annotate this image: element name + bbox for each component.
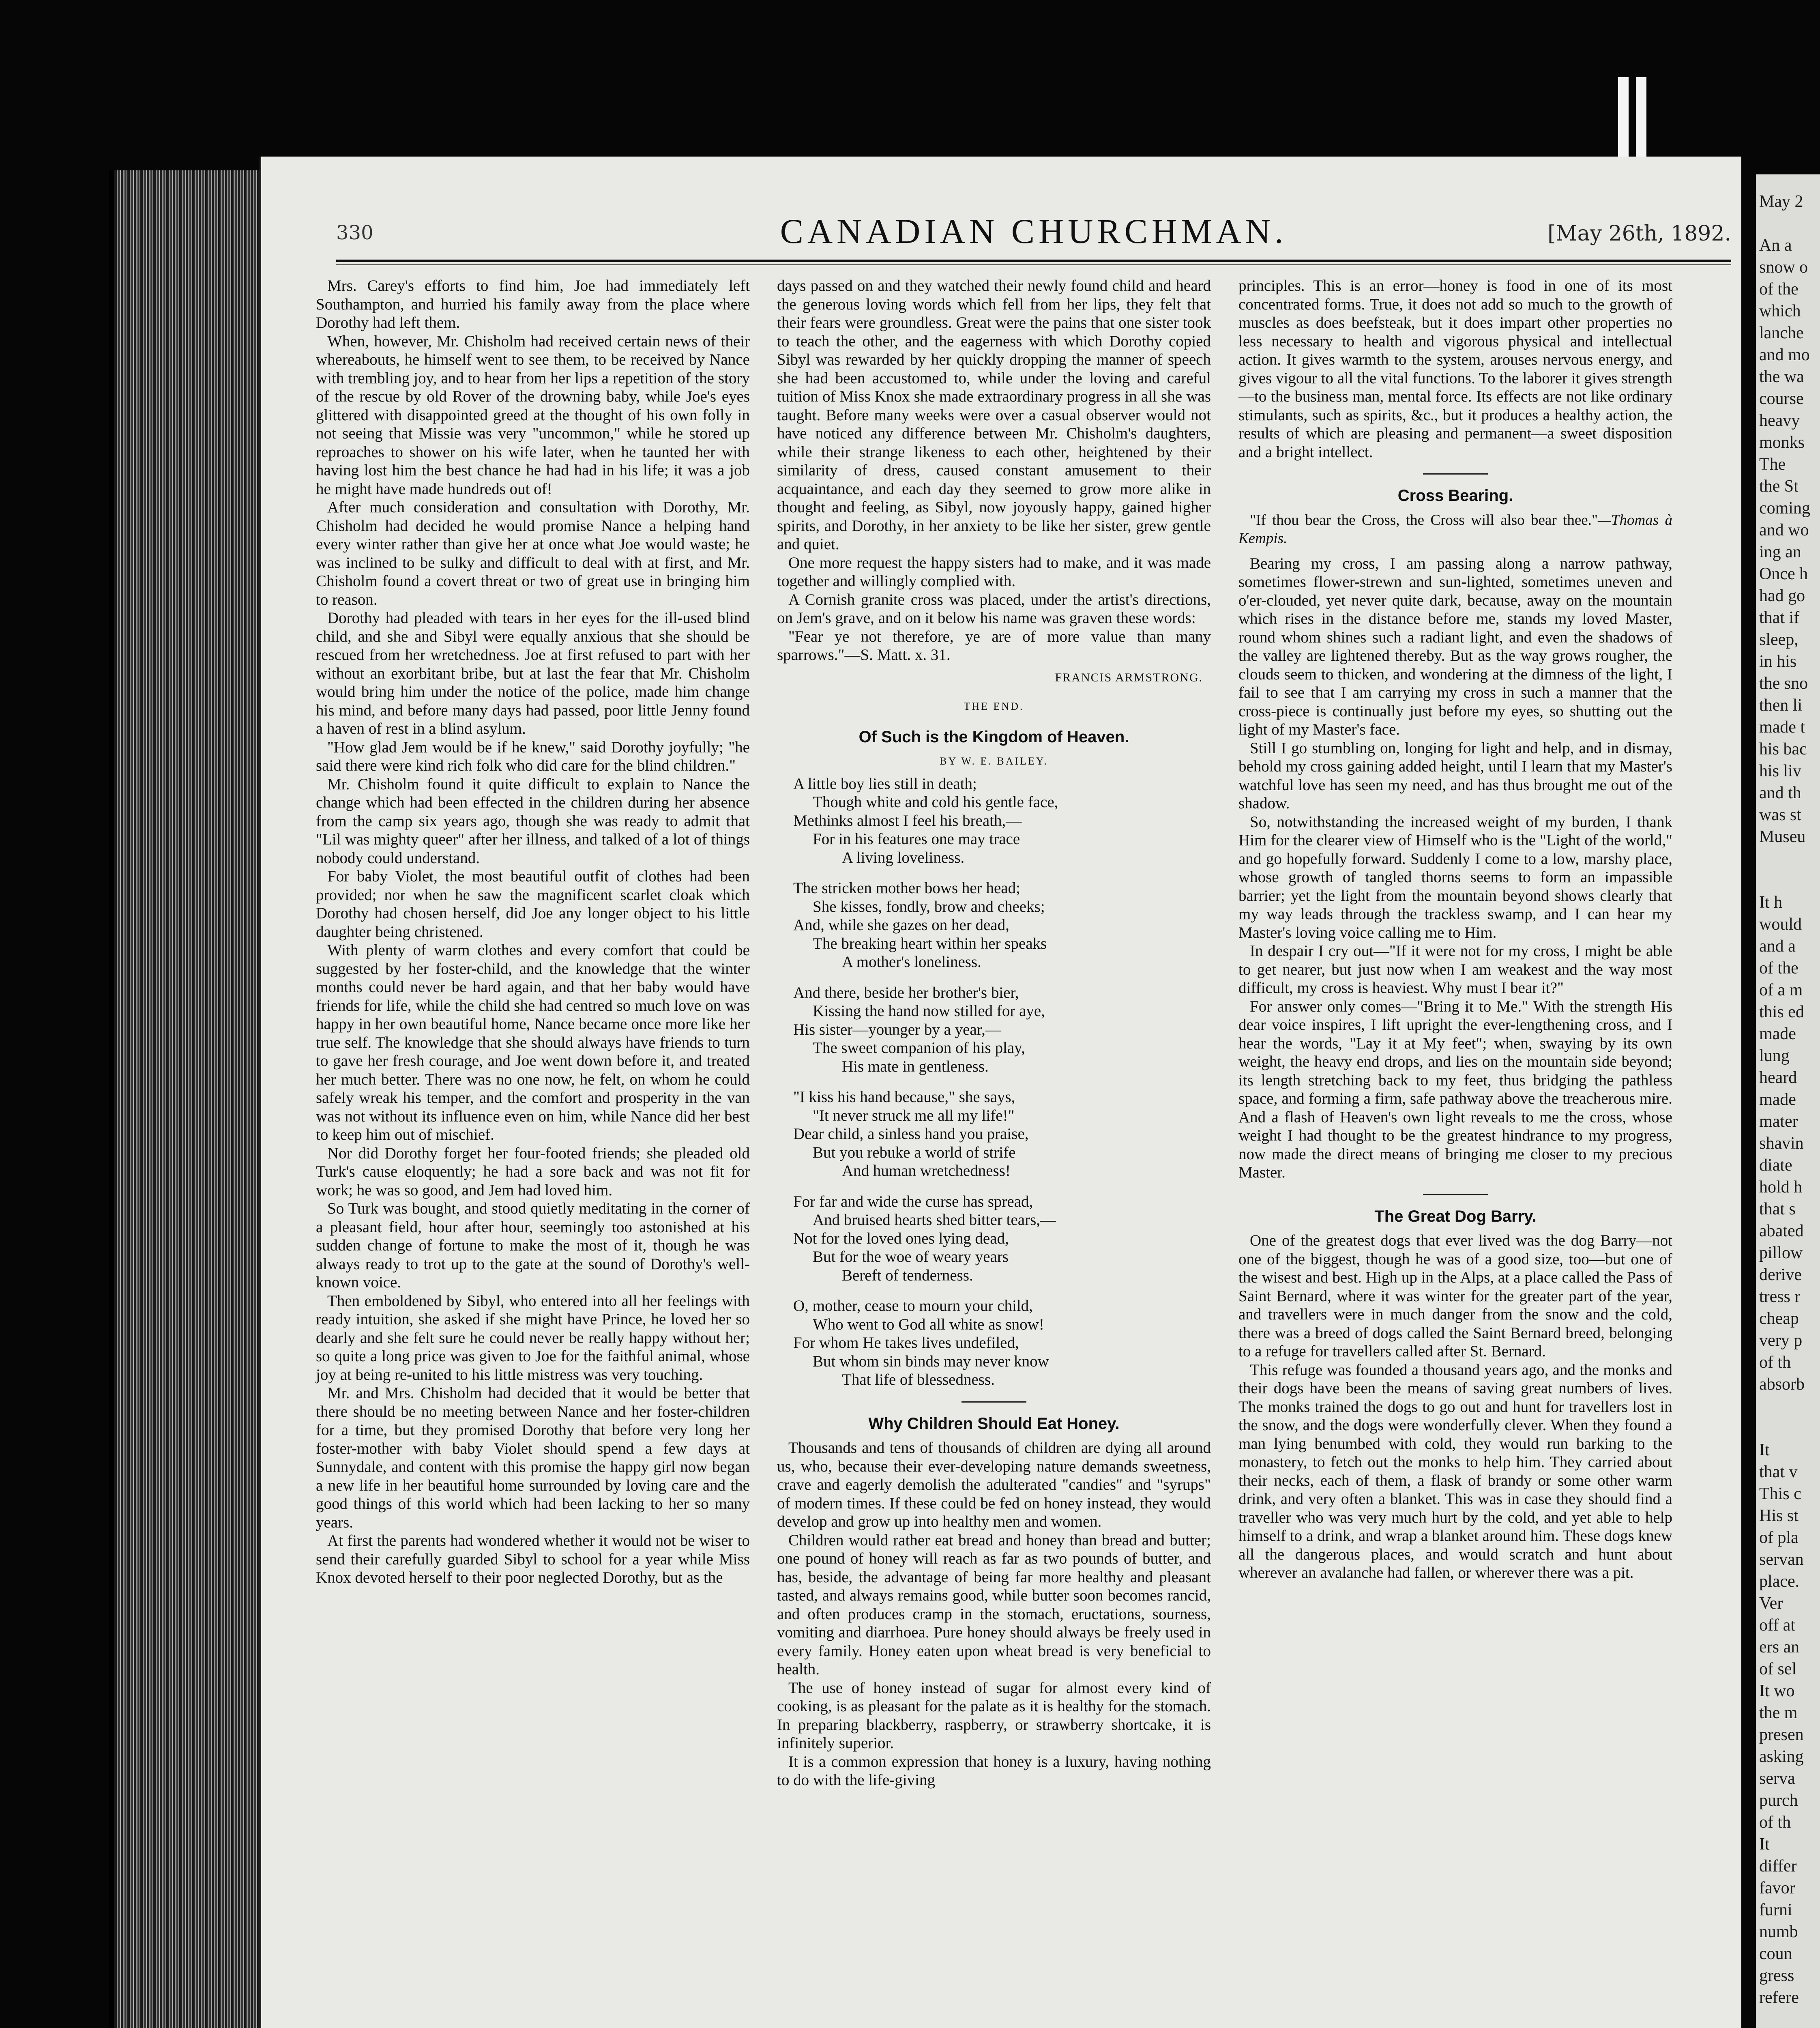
poem-line: But you rebuke a world of strife	[813, 1143, 1016, 1161]
adjacent-page-text: favor	[1759, 1879, 1795, 1897]
epigraph-attribution: —Thomas à Kempis.	[1238, 511, 1672, 547]
adjacent-page-text: differ	[1759, 1857, 1797, 1875]
poem-line: For whom He takes lives undefiled,	[793, 1334, 1019, 1351]
adjacent-page-text: pillow	[1759, 1244, 1803, 1262]
adjacent-page-text: It	[1759, 1441, 1770, 1459]
adjacent-page-text: It	[1759, 1835, 1770, 1854]
story-paragraph: One more request the happy sisters had to make, and it was made together and willingly complied with.	[777, 554, 1211, 590]
poem-line: She kisses, fondly, brow and cheeks;	[813, 898, 1045, 915]
article-paragraph: This refuge was founded a thousand years ago, and the monks and their dogs have been the means of saving great numbers of lives. The monks trained the dogs to go out and hunt for travellers lost in the snow, and the dogs were wonderfully clever. When they found a man lying benumbed with cold, they would run barking to the monastery, to fetch out the monks to help him. They carried about their necks, each of them, a flask of brandy or some other warm drink, and very often a blanket. This was in case they should find a traveller who was very much hurt by the cold, and yet able to help himself to a drink, and wrap a blanket around him. These dogs knew all the dangerous places, and would scratch and hunt about wherever an avalanche had fallen, or wherever there was a pit.	[1238, 1361, 1672, 1581]
adjacent-page-text: presen	[1759, 1725, 1804, 1744]
adjacent-page-text: lung	[1759, 1046, 1790, 1065]
article-paragraph: The use of honey instead of sugar for almost every kind of cooking, is as pleasant for the palate as it is healthy for the stomach. In preparing blackberry, raspberry, or strawberry shortcake, it is infinitely superior.	[777, 1679, 1211, 1752]
adjacent-page-text: coun	[1759, 1944, 1792, 1963]
story-paragraph: days passed on and they watched their newly found child and heard the generous loving words which fell from her lips, they felt that their fears were groundless. Great were the pains that one sister took to teach the other, and the eagerness with which Dorothy copied Sibyl was rewarded by her quickly dropping the manner of speech she had been accustomed to, while under the loving and careful tuition of Miss Knox she made extraordinary progress in all she was taught. Before many weeks were over a casual observer would not have noticed any difference between Mr. Chisholm's daughters, while their strange likeness to each other, heightened by their similarity of dress, caused constant amusement to their acquaintance, and each day they seemed to grow more alike in thought and feeling, as Sibyl, now joyously happy, gained higher spirits, and Dorothy, in her anxiety to be like her sister, grew gentle and quiet.	[777, 277, 1211, 553]
story-paragraph: Mrs. Carey's efforts to find him, Joe had immediately left Southampton, and hurried his family away from the place where Dorothy had left them.	[316, 277, 750, 331]
adjacent-page-text: hold h	[1759, 1178, 1803, 1197]
cross-bearing-epigraph	[1238, 511, 1672, 548]
adjacent-page-text: coming	[1759, 499, 1810, 518]
adjacent-page-text: the St	[1759, 477, 1799, 496]
adjacent-page-fragment	[1756, 174, 1820, 2028]
article-paragraph: In despair I cry out—"If it were not for my cross, I might be able to get nearer, but just now when I am weakest and the way most difficult, my cross is heaviest. Why must I bear it?"	[1238, 942, 1672, 997]
poem-line: The breaking heart within her speaks	[813, 935, 1047, 952]
article-paragraph: For answer only comes—"Bring it to Me." With the strength His dear voice inspires, I lift upright the ever-lengthening cross, and I hear the words, "Lay it at My feet"; when, swaying by its own weight, the heavy end drops, and lies on the mountain side beyond; its length stretching back to my feet, thus bridging the pathless space, and forming a firm, safe pathway above the treacherous mire. And a flash of Heaven's own light reveals to me the cross, whose weight I had thought to be the greatest hindrance to my progress, now made the direct means of bringing me closer to my precious Master.	[1238, 997, 1672, 1181]
adjacent-page-text: course	[1759, 389, 1804, 408]
adjacent-page-text: His st	[1759, 1506, 1799, 1525]
adjacent-page-text: and wo	[1759, 521, 1809, 539]
poem-line: Who went to God all white as snow!	[813, 1315, 1044, 1333]
poem-line: Bereft of tenderness.	[842, 1266, 973, 1284]
epigraph-text: "If thou bear the Cross, the Cross will also bear thee."	[1250, 511, 1598, 528]
the-end-label: THE END.	[964, 700, 1024, 712]
header-rule-thin	[336, 264, 1731, 265]
story-paragraph: Nor did Dorothy forget her four-footed friends; she pleaded old Turk's cause eloquently; he had a sore back and was not fit for work; he was so good, and Jem had loved him.	[316, 1144, 750, 1199]
page-header	[336, 213, 1731, 258]
adjacent-page-text: that s	[1759, 1200, 1796, 1218]
adjacent-page-text: cheap	[1759, 1309, 1799, 1328]
honey-article-body	[777, 1439, 1211, 1790]
adjacent-page-text: lanche	[1759, 324, 1804, 342]
adjacent-page-text: of a m	[1759, 981, 1803, 999]
dog-barry-body	[1238, 1231, 1672, 1582]
story-paragraph: Then emboldened by Sibyl, who entered into all her feelings with ready intuition, she asked if she might have Prince, he loved her so dearly and she felt sure he could never be really happy without her; so quite a long price was given to Joe for the faithful animal, whose joy at being re-united to his little mistress was very touching.	[316, 1292, 750, 1384]
story-paragraph: So Turk was bought, and stood quietly meditating in the corner of a pleasant field, hour after hour, seemingly too astonished at his sudden change of fortune to make the most of it, though he was always ready to trot up to the gate at the sound of Dorothy's well-known voice.	[316, 1200, 750, 1291]
adjacent-page-text: had go	[1759, 586, 1805, 605]
adjacent-page-text: was st	[1759, 806, 1801, 824]
column-2	[777, 277, 1211, 1790]
adjacent-page-text: of the	[1759, 280, 1799, 299]
adjacent-page-text: and th	[1759, 784, 1801, 802]
article-paragraph: principles. This is an error—honey is food in one of its most concentrated forms. True, it does not add so much to the growth of muscles as does beefsteak, but it does impart other properties no less necessary to health and vigorous physical and intellectual action. It gives warmth to the system, arouses nervous energy, and gives vigour to all the vital functions. To the laborer it gives strength—to the business man, mental force. Its effects are not like ordinary stimulants, such as spirits, &c., but it produces a healthy action, the results of which are pleasing and permanent—a sweet disposition and a bright intellect.	[1238, 277, 1672, 461]
adjacent-page-text: very p	[1759, 1331, 1803, 1350]
story-paragraph: After much consideration and consultation with Dorothy, Mr. Chisholm had decided he would promise Nance a helping hand every winter rather than give her at once what Joe would waste; he was inclined to be sulky and difficult to deal with at first, and Mr. Chisholm found a covert threat or two of great use in bringing him to reason.	[316, 498, 750, 608]
section-divider	[962, 1401, 1026, 1403]
adjacent-page-text: The	[1759, 455, 1786, 474]
adjacent-page-text: made t	[1759, 718, 1805, 737]
adjacent-page-text: place.	[1759, 1572, 1800, 1591]
poem-line: Not for the loved ones lying dead,	[793, 1229, 1009, 1247]
adjacent-page-text: May 2	[1759, 192, 1803, 211]
story-paragraph: With plenty of warm clothes and every comfort that could be suggested by her foster-child, and the knowledge that the winter months could never be hard again, and that her baby would have friends for life, while the child she had centred so much love on was happy in her own beautiful home, Nance became once more like her true self. The knowledge that she should always have friends to turn to gave her fresh courage, and Joe went down before it, and treated her much better. There was no one now, he felt, on whom he could safely wreak his temper, and the comfort and prosperity in the van was not without its influence even on him, while Nance did her best to keep him out of mischief.	[316, 941, 750, 1143]
poem-line: That life of blessedness.	[842, 1371, 995, 1388]
story-paragraph: "How glad Jem would be if he knew," said Dorothy joyfully; "he said there were kind rich folk who did care for the blind children."	[316, 738, 750, 774]
adjacent-page-text: serva	[1759, 1769, 1795, 1788]
adjacent-page-text: sleep,	[1759, 630, 1799, 649]
book-spine-edge	[109, 170, 268, 2028]
adjacent-page-text: the wa	[1759, 367, 1804, 386]
poem-line: But whom sin binds may never know	[813, 1352, 1049, 1370]
adjacent-page-text: this ed	[1759, 1003, 1804, 1021]
adjacent-page-text: then li	[1759, 696, 1803, 715]
adjacent-page-text: Once h	[1759, 565, 1808, 583]
story-conclusion	[777, 277, 1211, 664]
adjacent-page-text: of th	[1759, 1813, 1791, 1832]
adjacent-page-text: that if	[1759, 608, 1800, 627]
adjacent-page-text: This c	[1759, 1484, 1801, 1503]
poem-line: His sister—younger by a year,—	[793, 1020, 1001, 1038]
adjacent-page-text: asking	[1759, 1747, 1804, 1766]
adjacent-page-text: tress r	[1759, 1287, 1801, 1306]
adjacent-page-text: Museu	[1759, 827, 1806, 846]
poem-title: Of Such is the Kingdom of Heaven.	[858, 728, 1129, 746]
adjacent-page-text: numb	[1759, 1923, 1798, 1941]
adjacent-page-text: abated	[1759, 1222, 1804, 1240]
article-paragraph: It is a common expression that honey is a luxury, having nothing to do with the life-giving	[777, 1753, 1211, 1789]
article-paragraph: Children would rather eat bread and honey than bread and butter; one pound of honey will reach as far as two pounds of butter, and has, beside, the advantage of being far more healthy and pleasant tasted, and always remains good, while butter soon becomes rancid, and often produces cramp in the stomach, eructations, sourness, vomiting and diarrhoea. Pure honey should always be freely used in every family. Honey eaten upon wheat bread is very beneficial to health.	[777, 1531, 1211, 1678]
article-paragraph: Bearing my cross, I am passing along a narrow pathway, sometimes flower-strewn and sun-lighted, sometimes uneven and o'er-clouded, yet never quite dark, because, away on the mountain which rises in the distance before me, stands my loved Master, round whom shines such a radiant light, and even the shadows of the valley are lightened thereby. But as the way grows rougher, the clouds seem to thicken, and wondering at the dimness of the light, I fail to see that I am carrying my cross in such a manner that the cross-piece is continually just before my eyes, so shutting out the light of my Master's face.	[1238, 554, 1672, 738]
poem-line: And, while she gazes on her dead,	[793, 916, 1009, 934]
poem-line: And human wretchedness!	[842, 1162, 1011, 1179]
poem-body	[793, 775, 1211, 1389]
binding-clip-top	[1618, 77, 1629, 162]
article-paragraph: Still I go stumbling on, longing for light and help, and in dismay, behold my cross gaining added height, until I learn that my Master's watchful love has seen my need, and has thus brought me out of the shadow.	[1238, 739, 1672, 812]
story-paragraph: Mr. and Mrs. Chisholm had decided that it would be better that there should be no meeting between Nance and her foster-children for a time, but they promised Dorothy that before very long her foster-mother with baby Violet should spend a few days at Sunnydale, and content with this promise the happy girl now began a new life in her beautiful home surrounded by loving care and the good things of this world which had been lacking to her so many years.	[316, 1384, 750, 1531]
dog-barry-title: The Great Dog Barry.	[1374, 1207, 1537, 1225]
poem-line: "I kiss his hand because," she says,	[793, 1088, 1015, 1106]
poem-line: But for the woe of weary years	[813, 1248, 1009, 1265]
article-paragraph: So, notwithstanding the increased weight of my burden, I thank Him for the clearer view of Himself who is the "Light of the world," and go hopefully forward. Suddenly I come to a low, marshy place, whose growth of tangled thorns seems to form an impassible barrier; yet the light from the mountain beyond shows clearly that my way leads through the trackless swamp, and I can hear my Master's loving voice calling me to Him.	[1238, 813, 1672, 941]
poem-line: For far and wide the curse has spread,	[793, 1192, 1033, 1210]
adjacent-page-text: and a	[1759, 937, 1796, 956]
poem-stanza	[793, 879, 1211, 971]
cross-bearing-title: Cross Bearing.	[1397, 487, 1513, 505]
poem-stanza	[793, 1297, 1211, 1389]
story-paragraph: Dorothy had pleaded with tears in her eyes for the ill-used blind child, and she and Sibyl were equally anxious that she should be rescued from her wretchedness. Joe at first refused to part with her without an exorbitant bribe, but at last the fear that Mr. Chisholm would bring him under the notice of the police, made him change his mind, and before many days had passed, poor little Jenny found a haven of rest in a blind asylum.	[316, 609, 750, 737]
adjacent-page-text: refere	[1759, 1988, 1799, 2007]
adjacent-page-text: ing an	[1759, 543, 1801, 561]
column-1	[316, 277, 750, 1587]
poem-line: The stricken mother bows her head;	[793, 879, 1020, 897]
adjacent-page-text: made	[1759, 1025, 1796, 1043]
adjacent-page-text: diate	[1759, 1156, 1792, 1175]
adjacent-page-text: shavin	[1759, 1134, 1804, 1153]
adjacent-page-text: of pla	[1759, 1528, 1799, 1547]
section-divider	[1423, 473, 1488, 475]
adjacent-page-text: servan	[1759, 1550, 1804, 1569]
poem-line: Dear child, a sinless hand you praise,	[793, 1125, 1029, 1143]
adjacent-page-text: the m	[1759, 1704, 1798, 1722]
adjacent-page-text: It wo	[1759, 1682, 1795, 1700]
section-divider	[1423, 1194, 1488, 1195]
adjacent-page-text: Ver	[1759, 1594, 1783, 1613]
poem-author: BY W. E. BAILEY.	[940, 755, 1048, 767]
adjacent-page-text: An a	[1759, 236, 1792, 255]
story-paragraph: For baby Violet, the most beautiful outfit of clothes had been provided; nor when he saw the magnificent scarlet cloak which Dorothy had chosen herself, did Joe any longer object to his little daughter being christened.	[316, 868, 750, 941]
adjacent-page-text: heavy	[1759, 411, 1800, 430]
issue-date: [May 26th, 1892.	[1547, 221, 1731, 246]
honey-article-continued	[1238, 277, 1672, 461]
adjacent-page-text: made	[1759, 1090, 1796, 1109]
adjacent-page-text: his liv	[1759, 762, 1801, 780]
adjacent-page-text: heard	[1759, 1068, 1797, 1087]
adjacent-page-text: off at	[1759, 1616, 1796, 1635]
adjacent-page-text: furni	[1759, 1901, 1792, 1919]
poem-line: And bruised hearts shed bitter tears,—	[813, 1211, 1056, 1229]
story-paragraph: When, however, Mr. Chisholm had received certain news of their whereabouts, he himself went to see them, to be received by Nance with trembling joy, and to hear from her lips a repetition of the story of the rescue by old Rover of the drowning baby, while Joe's eyes glittered with disappointed greed at the thought of his own folly in not seeing that Missie was very "uncommon," while he stored up reproaches to shower on his wife later, when he taunted her with having lost him the best chance he had had in his life; it was a job he might have made hundreds out of!	[316, 332, 750, 498]
newspaper-page	[260, 157, 1741, 2028]
adjacent-page-text: absorb	[1759, 1375, 1805, 1394]
poem-stanza	[793, 984, 1211, 1076]
header-rule-thick	[336, 260, 1731, 262]
adjacent-page-text: would	[1759, 915, 1802, 934]
poem-line: And there, beside her brother's bier,	[793, 984, 1019, 1001]
adjacent-page-text: and mo	[1759, 346, 1810, 364]
adjacent-page-text: gress	[1759, 1966, 1794, 1985]
story-paragraph: At first the parents had wondered whether it would not be wiser to send their carefully guarded Sibyl to school for a year while Miss Knox devoted herself to their poor neglected Dorothy, but as the	[316, 1532, 750, 1586]
adjacent-page-text: ers an	[1759, 1638, 1800, 1656]
adjacent-page-text: of the	[1759, 959, 1799, 977]
column-3	[1238, 277, 1672, 1582]
story-paragraph: "Fear ye not therefore, ye are of more value than many sparrows."—S. Matt. x. 31.	[777, 627, 1211, 664]
poem-line: Though white and cold his gentle face,	[813, 793, 1058, 811]
binding-clip-top-2	[1636, 77, 1646, 162]
poem-line: His mate in gentleness.	[842, 1057, 989, 1075]
adjacent-page-text: in his	[1759, 652, 1797, 671]
article-paragraph: One of the greatest dogs that ever lived was the dog Barry—not one of the biggest, though he was of a good size, too—but one of the wisest and best. High up in the Alps, at a place called the Pass of Saint Bernard, where it was winter for the greater part of the year, and travellers were in much danger from the snow and the cold, there was a breed of dogs called the Saint Bernard breed, belonging to a refuge for travellers called after St. Bernard.	[1238, 1232, 1672, 1360]
adjacent-page-text: his bac	[1759, 740, 1807, 758]
adjacent-page-text: that v	[1759, 1463, 1798, 1481]
poem-line: For in his features one may trace	[813, 830, 1020, 848]
page-number: 330	[336, 221, 373, 244]
poem-line: Methinks almost I feel his breath,—	[793, 812, 1022, 829]
story-paragraph: Mr. Chisholm found it quite difficult to explain to Nance the change which had been effected in the children during her absence from the camp six years ago, though she was ready to admit that "Lil was mighty queer" after her illness, and talked of a lot of things nobody could understand.	[316, 775, 750, 867]
poem-stanza	[793, 775, 1211, 867]
poem-line: A mother's loneliness.	[842, 953, 981, 971]
poem-line: A little boy lies still in death;	[793, 775, 977, 793]
adjacent-page-text: mater	[1759, 1112, 1798, 1131]
adjacent-page-text: It h	[1759, 893, 1783, 912]
adjacent-page-text: purch	[1759, 1791, 1798, 1810]
author-signature: FRANCIS ARMSTRONG.	[1055, 670, 1203, 684]
adjacent-page-text: snow o	[1759, 258, 1808, 277]
adjacent-page-text: of th	[1759, 1353, 1791, 1372]
poem-stanza	[793, 1192, 1211, 1285]
honey-article-title: Why Children Should Eat Honey.	[868, 1414, 1120, 1433]
article-paragraph: Thousands and tens of thousands of children are dying all around us, who, because their ever-developing nature demands sweetness, crave and eagerly demolish the adulterated "candies" and "syrups" of modern times. If these could be fed on honey instead, they would develop and grow up into healthy men and women.	[777, 1439, 1211, 1530]
adjacent-page-text: of sel	[1759, 1660, 1797, 1678]
poem-line: The sweet companion of his play,	[813, 1039, 1025, 1057]
story-paragraph: A Cornish granite cross was placed, under the artist's directions, on Jem's grave, and on it below his name was graven these words:	[777, 591, 1211, 627]
poem-line: "It never struck me all my life!"	[813, 1106, 1015, 1124]
adjacent-page-text: which	[1759, 302, 1801, 320]
adjacent-page-text: the sno	[1759, 674, 1808, 693]
adjacent-page-text: monks	[1759, 433, 1805, 452]
poem-line: Kissing the hand now stilled for aye,	[813, 1002, 1045, 1020]
poem-line: O, mother, cease to mourn your child,	[793, 1297, 1033, 1315]
adjacent-page-text: derive	[1759, 1265, 1802, 1284]
poem-stanza	[793, 1088, 1211, 1180]
masthead-title: CANADIAN CHURCHMAN.	[780, 212, 1288, 251]
poem-line: A living loveliness.	[842, 849, 965, 866]
cross-bearing-body	[1238, 554, 1672, 1182]
